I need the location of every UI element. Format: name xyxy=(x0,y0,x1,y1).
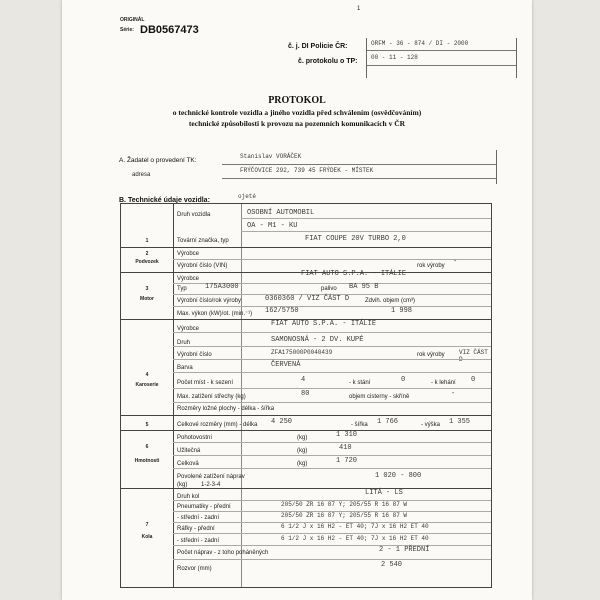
s7-pneu-p-label: Pneumatiky - přední xyxy=(177,504,231,510)
original-label: ORIGINÁL xyxy=(120,17,145,23)
s7-rozvor-value: 2 540 xyxy=(381,561,403,569)
applicant-address: FRÝČOVICE 292, 739 45 FRÝDEK - MÍSTEK xyxy=(240,167,374,174)
serie-label: Série: xyxy=(120,27,134,33)
s6-napr-unit: (kg) xyxy=(177,482,188,488)
s3-typ-value: 175A3000 xyxy=(205,283,239,291)
s7-name: Kola xyxy=(141,534,153,540)
s4-cisterna-label: objem cisterny - skříně xyxy=(349,394,410,400)
s4-druh-value: SAMONOSNÁ - 2 DV. KUPÉ xyxy=(271,336,364,344)
druh-vozidla-value: OSOBNÍ AUTOMOBIL xyxy=(247,209,315,217)
s2-vyrobce-label: Výrobce xyxy=(177,251,200,257)
section-a-label: A. Žadatel o provedení TK: xyxy=(119,157,197,164)
s1-num: 1 xyxy=(145,238,149,244)
cj-label: č. j. DI Policie ČR: xyxy=(288,43,348,50)
s6-name: Hmotnosti xyxy=(134,458,160,464)
s4-rok-value: VIZ ČÁST D xyxy=(459,349,488,363)
s7-pneu-p-value: 205/50 ZR 16 87 Y; 205/55 R 16 87 W xyxy=(281,501,408,508)
s4-cislo-label: Výrobní číslo xyxy=(177,352,212,358)
serial-number: DB0567473 xyxy=(140,24,199,36)
s3-vykon-label: Max. výkon (kW)/ot. (min.⁻¹) xyxy=(177,311,253,317)
s6-pohot-value: 1 310 xyxy=(336,431,358,439)
s6-napr-axles: 1-2-3-4 xyxy=(201,482,221,488)
s6-pohot-label: Pohotovostní xyxy=(177,435,213,441)
s1-value: FIAT COUPE 20V TURBO 2,0 xyxy=(305,235,406,243)
s3-palivo-label: palivo xyxy=(321,286,337,292)
protokol-value: 00 - 11 - 128 xyxy=(371,54,418,61)
s7-rafky-p-label: Ráfky - přední xyxy=(177,526,215,532)
s4-name: Karoserie xyxy=(135,382,159,388)
s3-vyrobce-value: FIAT AUTO S.P.A. - ITÁLIE xyxy=(301,270,407,278)
s5-label: Celkové rozměry (mm) - délka xyxy=(177,422,258,428)
s7-pneu-s-label: - střední - zadní xyxy=(177,515,220,521)
s4-stani-value: 0 xyxy=(401,376,406,384)
s4-lehani-label: - k lehání xyxy=(431,380,456,386)
s7-rafky-s-value: 6 1/2 J x 16 H2 - ET 40; 7J x 16 H2 ET 40 xyxy=(281,535,429,542)
s3-typ-label: Typ xyxy=(177,286,187,292)
s4-druh-label: Druh xyxy=(177,340,191,346)
cj-value: ORFM - 36 - 874 / DI - 2000 xyxy=(371,40,469,47)
address-label: adresa xyxy=(132,172,151,178)
page-number: 1 xyxy=(357,6,361,12)
kategorie-value: OA - M1 - KU xyxy=(247,222,298,230)
s6-napr-label: Povolené zatížení náprav xyxy=(177,474,245,480)
s4-zatizeni-value: 80 xyxy=(301,390,310,398)
s5-num: 5 xyxy=(145,422,149,428)
s6-num: 6 xyxy=(145,444,149,450)
tech-data-table xyxy=(120,203,492,588)
section-b-note: ojeté xyxy=(238,193,257,200)
s6-uzit-unit: (kg) xyxy=(297,448,308,454)
s4-num: 4 xyxy=(145,372,149,378)
s3-vyrobce-label: Výrobce xyxy=(177,276,200,282)
s7-naprav-label: Počet náprav - z toho poháněných xyxy=(177,550,269,556)
s4-cislo-value: ZFA175000P0040439 xyxy=(271,349,333,356)
s6-celk-value: 1 720 xyxy=(336,457,358,465)
s4-vyrobce-value: FIAT AUTO S.P.A. - ITÁLIE xyxy=(271,320,377,328)
s6-uzit-label: Užitečná xyxy=(177,448,201,454)
s7-rafky-s-label: - střední - zadní xyxy=(177,538,220,544)
s4-zatizeni-label: Max. zatížení střechy (kg) xyxy=(177,394,246,400)
s4-vyrobce-label: Výrobce xyxy=(177,326,200,332)
protokol-label: č. protokolu o TP: xyxy=(298,58,358,65)
document-page xyxy=(62,0,532,600)
section-b-label: B. Technické údaje vozidla: xyxy=(119,197,210,204)
s3-objem-label: Zdvih. objem (cm³) xyxy=(365,298,416,304)
s3-objem-value: 1 998 xyxy=(391,307,413,315)
s3-cislo-value: 0360360 / VIZ ČÁST D xyxy=(265,295,350,303)
s2-num: 2 xyxy=(145,251,149,257)
s3-name: Motor xyxy=(140,296,154,302)
s3-vykon-value: 162/5750 xyxy=(265,307,299,315)
s4-mist-value: 4 xyxy=(301,376,306,384)
s5-delka-value: 4 250 xyxy=(271,418,293,426)
s5-sirka-value: 1 766 xyxy=(377,418,399,426)
s7-pneu-s-value: 205/50 ZR 16 87 Y; 205/55 R 16 87 W xyxy=(281,512,408,519)
s5-vyska-label: - výška xyxy=(421,422,441,428)
s7-druh-value: LITÁ - LS xyxy=(365,489,403,497)
s5-vyska-value: 1 355 xyxy=(449,418,471,426)
s2-rok-label: rok výroby xyxy=(417,263,445,269)
s7-druh-label: Druh kol xyxy=(177,494,200,500)
title-main: PROTOKOL xyxy=(268,95,326,106)
s4-barva-value: ČERVENÁ xyxy=(271,361,301,369)
s4-lehani-value: 0 xyxy=(471,376,476,384)
s6-celk-label: Celková xyxy=(177,461,199,467)
s6-uzit-value: 410 xyxy=(339,444,352,452)
s5-sirka-label: - šířka xyxy=(351,422,368,428)
s3-num: 3 xyxy=(145,286,149,292)
s6-celk-unit: (kg) xyxy=(297,461,308,467)
s4-barva-label: Barva xyxy=(177,365,193,371)
druh-vozidla-label: Druh vozidla xyxy=(177,212,211,218)
s1-label: Tovární značka, typ xyxy=(177,238,229,244)
s6-pohot-unit: (kg) xyxy=(297,435,308,441)
title-line1: o technické kontrole vozidla a jiného vozidla před schválením (osvědčováním) xyxy=(172,108,422,117)
s2-vin-label: Výrobní číslo (VIN) xyxy=(177,263,228,269)
s7-num: 7 xyxy=(145,522,149,528)
s4-rok-label: rok výroby xyxy=(417,352,445,358)
s3-palivo-value: BA 95 B xyxy=(349,283,379,291)
title-line2: technické způsobilosti k provozu na pozemních komunikacích v ČR xyxy=(188,119,406,128)
s4-stani-label: - k stání xyxy=(349,380,371,386)
s6-napr-value: 1 020 - 800 xyxy=(375,472,422,480)
applicant-name: Stanislav VORÁČEK xyxy=(240,153,302,160)
s7-naprav-value: 2 - 1 PŘEDNÍ xyxy=(379,546,430,554)
s2-name: Podvozek xyxy=(135,259,159,265)
s4-mist-label: Počet míst - k sezení xyxy=(177,380,234,386)
s4-loznaplocha-label: Rozměry ložné plochy - délka - šířka xyxy=(177,406,275,412)
s7-rozvor-label: Rozvor (mm) xyxy=(177,566,212,572)
s2-rok-value: - xyxy=(453,258,458,266)
s7-rafky-p-value: 6 1/2 J x 16 H2 - ET 40; 7J x 16 H2 ET 40 xyxy=(281,523,429,530)
s3-cislo-label: Výrobní číslo/rok výroby xyxy=(177,298,242,304)
s4-cisterna-value: - xyxy=(451,390,456,398)
